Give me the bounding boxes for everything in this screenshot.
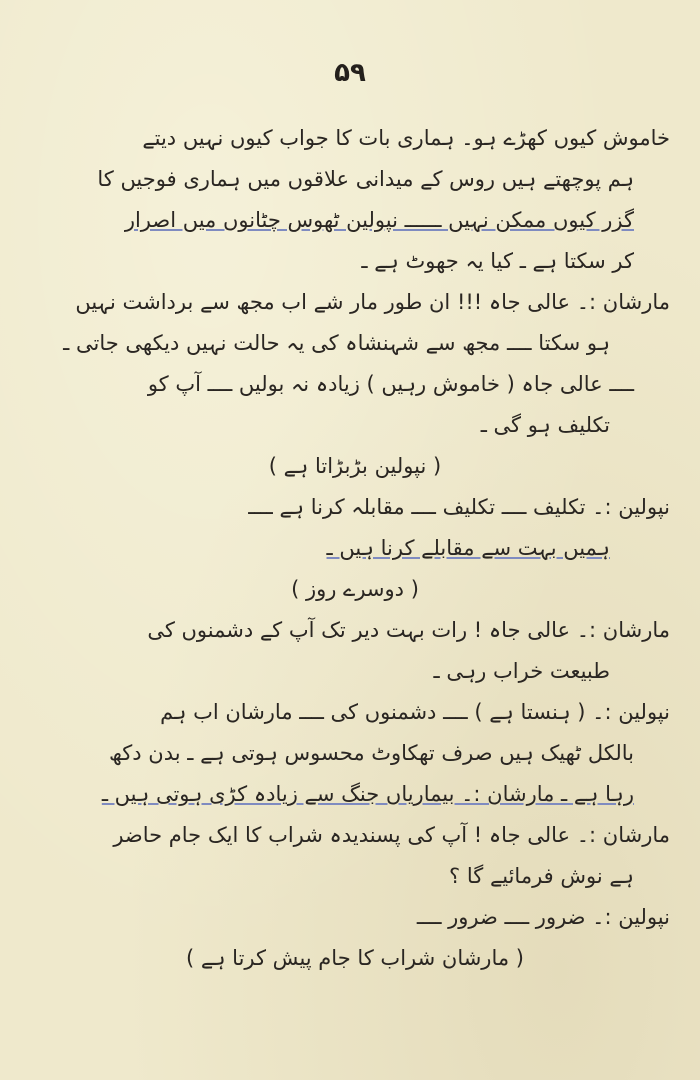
text-line	[40, 528, 670, 569]
text-line: تکلیف ہو گی ـ	[480, 413, 610, 437]
text-line-content: ہمیں بہت سے مقابلے کرنا ہیں ـ	[326, 536, 610, 560]
page-number: ۵۹	[334, 58, 366, 88]
text-line: نپولین :۔ ضرور ــــ ضرور ــــ	[416, 905, 670, 929]
text-line: ــــ عالی جاہ ( خاموش رہیں ) زیادہ نہ بولیں ــــ آپ کو	[147, 372, 634, 396]
text-line: کر سکتا ہے ـ کیا یہ جھوٹ ہے ـ	[361, 249, 634, 273]
text-line: مارشان :۔ عالی جاہ ! رات بہت دیر تک آپ کے دشمنوں کی	[147, 618, 670, 642]
stage-direction: ( نپولین بڑبڑاتا ہے )	[268, 454, 442, 478]
text-line: بالکل ٹھیک ہیں صرف تھکاوٹ محسوس ہوتی ہے ـ بدن دکھ	[109, 741, 634, 765]
scene-heading: ( دوسرے روز )	[291, 577, 419, 601]
text-line: ہو سکتا ــــ مجھ سے شہنشاہ کی یہ حالت نہیں دیکھی جاتی ـ	[63, 331, 610, 355]
text-line: خاموش کیوں کھڑے ہو۔ ہماری بات کا جواب کیوں نہیں دیتے	[142, 126, 670, 150]
text-line: گزر کیوں ممکن نہیں ــــــ نپولین ٹھوس چٹانوں میں اصرار	[124, 208, 634, 232]
urdu-text-body	[40, 118, 670, 979]
stage-direction: ( مارشان شراب کا جام پیش کرتا ہے )	[186, 946, 524, 970]
text-line: ہم پوچھتے ہیں روس کے میدانی علاقوں میں ہماری فوجیں کا	[97, 167, 634, 191]
text-line: مارشان :۔ عالی جاہ !!! ان طور مار شے اب مجھ سے برداشت نہیں	[75, 290, 670, 314]
text-line: مارشان :۔ عالی جاہ ! آپ کی پسندیدہ شراب کا ایک جام حاضر	[113, 823, 670, 847]
text-line: طبیعت خراب رہی ـ	[433, 659, 610, 683]
text-line: نپولین :۔ ( ہنستا ہے ) ــــ دشمنوں کی ــــ مارشان اب ہم	[160, 700, 670, 724]
text-line: نپولین :۔ تکلیف ــــ تکلیف ــــ مقابلہ کرنا ہے ــــ	[248, 495, 670, 519]
text-line: ہے نوش فرمائیے گا ؟	[449, 864, 634, 888]
text-line: رہا ہے ـ مارشان :۔ بیماریاں جنگ سے زیادہ کڑی ہوتی ہیں ـ	[101, 782, 634, 806]
